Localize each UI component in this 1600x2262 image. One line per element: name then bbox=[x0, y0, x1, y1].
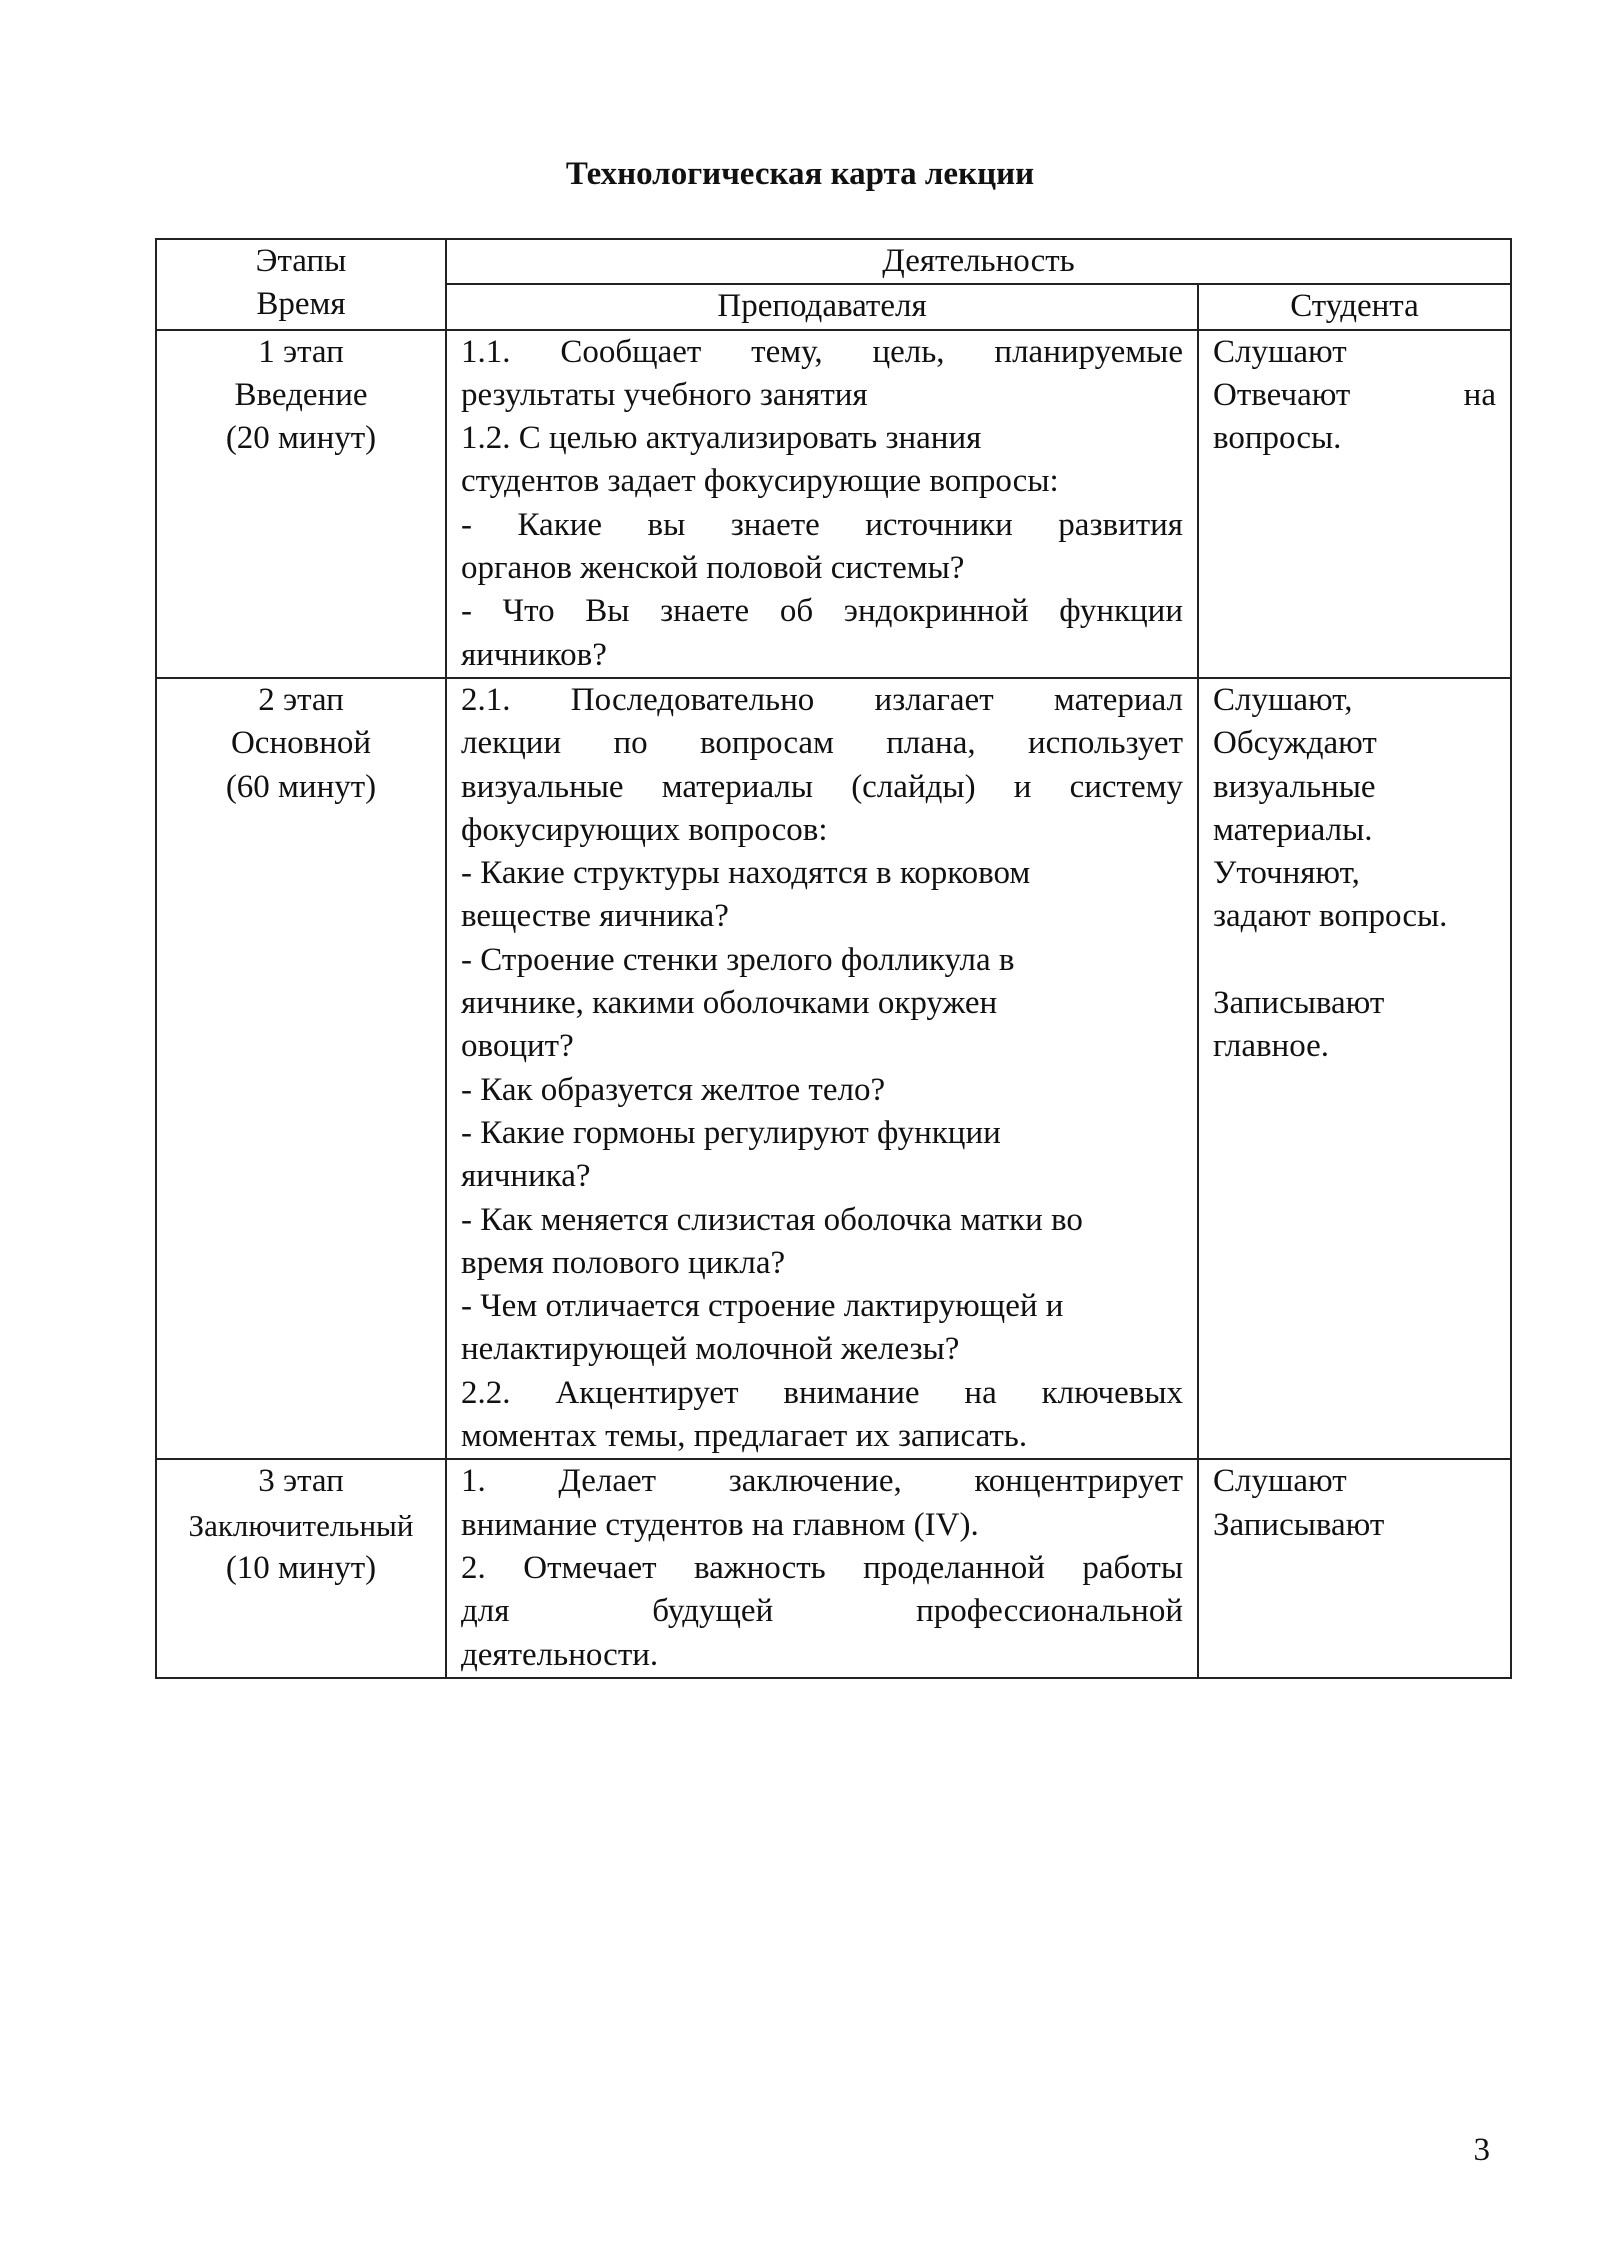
header-teacher-label: Преподавателя bbox=[717, 288, 927, 325]
student-line: задают вопросы. bbox=[1213, 898, 1448, 935]
student-line: Слушают bbox=[1213, 1463, 1347, 1500]
technology-map-table bbox=[155, 238, 1512, 1679]
teacher-line: деятельности. bbox=[461, 1636, 659, 1673]
stage-time: (60 минут) bbox=[225, 768, 377, 805]
teacher-line: веществе яичника? bbox=[461, 898, 729, 935]
student-activity-cell bbox=[1198, 678, 1511, 1459]
teacher-line: 2.1. Последовательно излагает материал bbox=[461, 681, 1183, 718]
teacher-line: - Строение стенки зрелого фолликула в bbox=[461, 941, 1015, 978]
student-line: Записывают bbox=[1213, 985, 1385, 1022]
page-number: 3 bbox=[1473, 2132, 1490, 2168]
page-title: Технологическая карта лекции bbox=[565, 156, 1035, 192]
student-line: Слушают, bbox=[1213, 681, 1353, 718]
teacher-line: - Какие гормоны регулируют функции bbox=[461, 1114, 1001, 1151]
stage-number: 1 этап bbox=[258, 333, 344, 370]
student-line: Отвечают на bbox=[1213, 376, 1496, 413]
stage-name: Заключительный bbox=[188, 1507, 414, 1543]
student-line: вопросы. bbox=[1213, 420, 1342, 457]
stage-cell bbox=[156, 1459, 446, 1677]
teacher-line: - Как меняется слизистая оболочка матки во bbox=[461, 1201, 1083, 1238]
teacher-line: студентов задает фокусирующие вопросы: bbox=[461, 463, 1059, 500]
header-row-top bbox=[156, 239, 1511, 284]
stage-time: (20 минут) bbox=[225, 420, 377, 457]
student-activity-cell bbox=[1198, 330, 1511, 678]
teacher-line: - Как образуется желтое тело? bbox=[461, 1071, 886, 1108]
table-row bbox=[156, 1459, 1511, 1677]
stage-number: 3 этап bbox=[258, 1463, 344, 1500]
student-line: Уточняют, bbox=[1213, 855, 1360, 892]
teacher-line: 1.2. С целью актуализировать знания bbox=[461, 420, 982, 457]
teacher-line: моментах темы, предлагает их записать. bbox=[461, 1418, 1028, 1455]
teacher-line: лекции по вопросам плана, использует bbox=[461, 725, 1183, 762]
student-line: Записывают bbox=[1213, 1506, 1385, 1543]
teacher-line: яичников? bbox=[461, 636, 607, 673]
student-line: главное. bbox=[1213, 1028, 1330, 1065]
stage-name: Основной bbox=[230, 725, 372, 762]
teacher-line: 1.1. Сообщает тему, цель, планируемые bbox=[461, 333, 1183, 370]
teacher-activity-cell bbox=[446, 1459, 1198, 1677]
stage-time: (10 минут) bbox=[225, 1549, 377, 1586]
teacher-line: нелактирующей молочной железы? bbox=[461, 1331, 960, 1368]
header-student-cell bbox=[1198, 284, 1511, 329]
student-line: материалы. bbox=[1213, 811, 1373, 848]
teacher-activity-cell bbox=[446, 678, 1198, 1459]
header-student-label: Студента bbox=[1290, 288, 1419, 325]
teacher-line: овоцит? bbox=[461, 1028, 574, 1065]
teacher-line: - Чем отличается строение лактирующей и bbox=[461, 1288, 1064, 1325]
header-time-label: Время bbox=[256, 286, 346, 323]
stage-cell bbox=[156, 330, 446, 678]
teacher-line: время полового цикла? bbox=[461, 1244, 786, 1281]
header-teacher-cell bbox=[446, 284, 1198, 329]
table-row bbox=[156, 678, 1511, 1459]
stage-cell bbox=[156, 678, 446, 1459]
student-line: Обсуждают bbox=[1213, 725, 1377, 762]
header-activity-label: Деятельность bbox=[882, 243, 1075, 279]
table-row bbox=[156, 330, 1511, 678]
header-activity-cell bbox=[446, 239, 1511, 284]
header-stages-cell bbox=[156, 239, 446, 330]
teacher-line: 2. Отмечает важность проделанной работы bbox=[461, 1549, 1183, 1586]
teacher-line: органов женской половой системы? bbox=[461, 550, 965, 587]
teacher-line: - Какие вы знаете источники развития bbox=[461, 506, 1183, 543]
teacher-line: яичнике, какими оболочками окружен bbox=[461, 985, 998, 1022]
teacher-line: 2.2. Акцентирует внимание на ключевых bbox=[461, 1374, 1183, 1411]
stage-name: Введение bbox=[234, 376, 368, 413]
student-activity-cell bbox=[1198, 1459, 1511, 1677]
header-stages-label: Этапы bbox=[255, 243, 347, 279]
teacher-line: - Какие структуры находятся в корковом bbox=[461, 855, 1031, 892]
student-line-blank bbox=[1213, 939, 1496, 982]
student-line: Слушают bbox=[1213, 333, 1347, 370]
teacher-line: фокусирующих вопросов: bbox=[461, 811, 828, 848]
teacher-line: для будущей профессиональной bbox=[461, 1593, 1183, 1630]
student-line: визуальные bbox=[1213, 768, 1376, 805]
teacher-line: 1. Делает заключение, концентрирует bbox=[461, 1463, 1183, 1500]
teacher-line: яичника? bbox=[461, 1158, 591, 1195]
teacher-line: визуальные материалы (слайды) и систему bbox=[461, 768, 1183, 805]
stage-number: 2 этап bbox=[258, 681, 344, 718]
teacher-line: - Что Вы знаете об эндокринной функции bbox=[461, 593, 1183, 630]
teacher-activity-cell bbox=[446, 330, 1198, 678]
teacher-line: результаты учебного занятия bbox=[461, 376, 868, 413]
teacher-line: внимание студентов на главном (IV). bbox=[461, 1506, 979, 1543]
